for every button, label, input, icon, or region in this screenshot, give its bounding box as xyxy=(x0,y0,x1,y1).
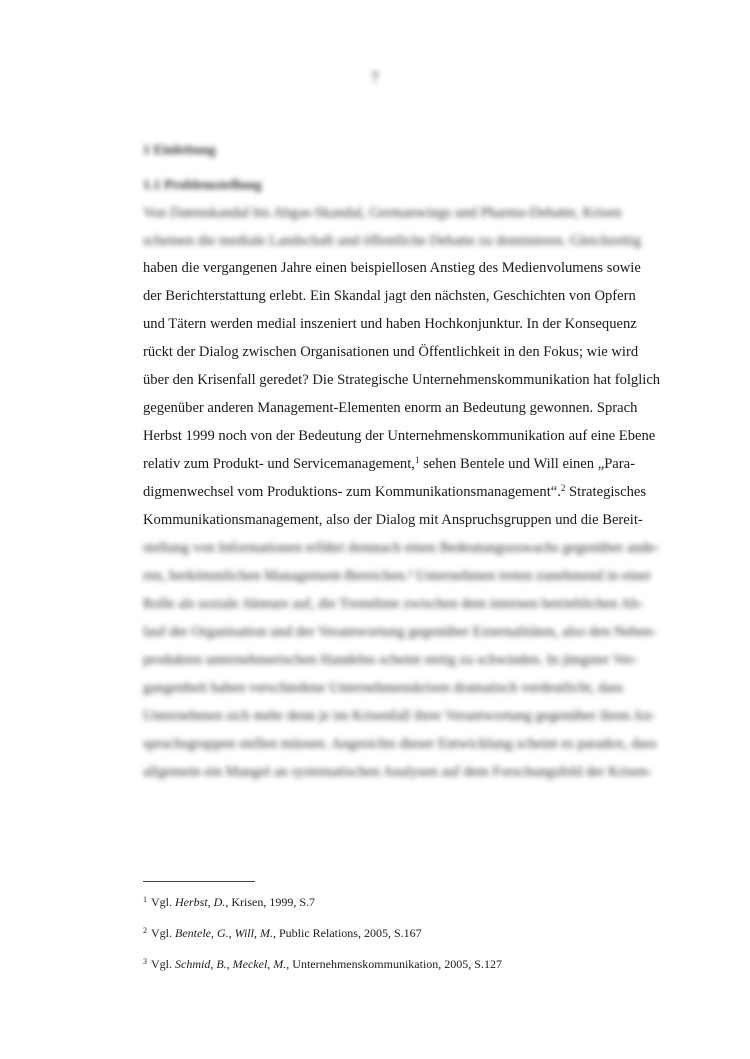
body-line-blurred: spruchsgruppen stellen müssen. Angesichts dieser Entwicklung scheint es paradox, dass xyxy=(143,736,657,752)
footnote-ref-2: 2 xyxy=(560,483,566,493)
body-line-with-footnote-ref xyxy=(143,482,647,502)
line-text: relativ zum Produkt- und Servicemanagement, xyxy=(143,456,415,472)
footnote-2 xyxy=(143,926,422,941)
footnote-prefix: Vgl. xyxy=(151,895,175,909)
body-line: gegenüber anderen Management-Elementen enorm an Bedeutung gewonnen. Sprach xyxy=(143,400,638,416)
footnote-number: 1 xyxy=(143,895,147,904)
body-line-blurred: produkten unternehmerischen Handelns scheint stetig zu schwinden. In jüngster Ver- xyxy=(143,652,638,668)
body-line-blurred: Rolle als soziale Akteure auf, die Trennlinie zwischen dem internen betrieblichen Ab- xyxy=(143,596,644,612)
body-line-blurred: gangenheit haben verschiedene Unternehmenskrisen dramatisch verdeutlicht, dass xyxy=(143,680,624,696)
body-line-blurred: Unternehmen sich mehr denn je im Krisenfall ihrer Verantwortung gegenüber ihren An- xyxy=(143,708,656,724)
body-line: der Berichterstattung erlebt. Ein Skandal jagt den nächsten, Geschichten von Opfern xyxy=(143,288,636,304)
footnote-source: , Public Relations, 2005, S.167 xyxy=(272,926,422,940)
footnote-author: Bentele, G., Will, M. xyxy=(175,926,273,940)
line-text: sehen Bentele und Will einen „Para- xyxy=(419,456,635,472)
body-line: haben die vergangenen Jahre einen beispiellosen Anstieg des Medienvolumens sowie xyxy=(143,260,641,276)
page-number: 7 xyxy=(371,70,379,87)
line-text: Strategisches xyxy=(565,484,647,500)
footnote-author: Schmid, B., Meckel, M. xyxy=(175,957,287,971)
footnote-author: Herbst, D. xyxy=(175,895,226,909)
body-line-with-footnote-ref xyxy=(143,454,635,474)
body-line-blurred: Von Datenskandal bis Abgas-Skandal, Germanwings und Pharma-Debatte, Krisen xyxy=(143,205,622,221)
body-line: Kommunikationsmanagement, also der Dialog mit Anspruchsgruppen und die Bereit- xyxy=(143,512,643,528)
body-line: über den Krisenfall geredet? Die Strategische Unternehmenskommunikation hat folglich xyxy=(143,372,661,388)
body-line-blurred: ren, herkömmlichen Management-Bereichen.³ Unternehmen treten zunehmend in einer xyxy=(143,568,652,584)
footnote-number: 3 xyxy=(143,957,147,966)
footnote-1 xyxy=(143,895,315,910)
footnote-3 xyxy=(143,957,502,972)
body-line: Herbst 1999 noch von der Bedeutung der Unternehmenskommunikation auf eine Ebene xyxy=(143,428,656,444)
footnote-separator xyxy=(143,881,255,882)
line-text: digmenwechsel vom Produktions- zum Kommunikationsmanagement“. xyxy=(143,484,561,500)
body-line-blurred: allgemein ein Mangel an systematischen Analysen auf dem Forschungsfeld der Krisen- xyxy=(143,764,653,780)
body-line-blurred: stellung von Informationen erfährt demnach einen Bedeutungszuwachs gegenüber ande- xyxy=(143,540,660,556)
body-line-blurred: scheinen die mediale Landschaft und öffentliche Debatte zu dominieren. Gleichzeitig xyxy=(143,233,642,249)
footnote-number: 2 xyxy=(143,926,147,935)
body-line-blurred: lauf der Organisation und der Verantwortung gegenüber Externalitäten, also den Neben- xyxy=(143,624,657,640)
footnote-prefix: Vgl. xyxy=(151,957,175,971)
footnote-ref-1: 1 xyxy=(414,455,420,465)
footnote-source: , Unternehmenskommunikation, 2005, S.127 xyxy=(286,957,502,971)
footnote-source: , Krisen, 1999, S.7 xyxy=(225,895,316,909)
chapter-heading: 1 Einleitung xyxy=(143,143,216,158)
footnote-prefix: Vgl. xyxy=(151,926,175,940)
body-line: rückt der Dialog zwischen Organisationen und Öffentlichkeit in den Fokus; wie wird xyxy=(143,344,639,360)
body-line: und Tätern werden medial inszeniert und haben Hochkonjunktur. In der Konsequenz xyxy=(143,316,637,332)
section-heading: 1.1 Problemstellung xyxy=(143,178,262,193)
